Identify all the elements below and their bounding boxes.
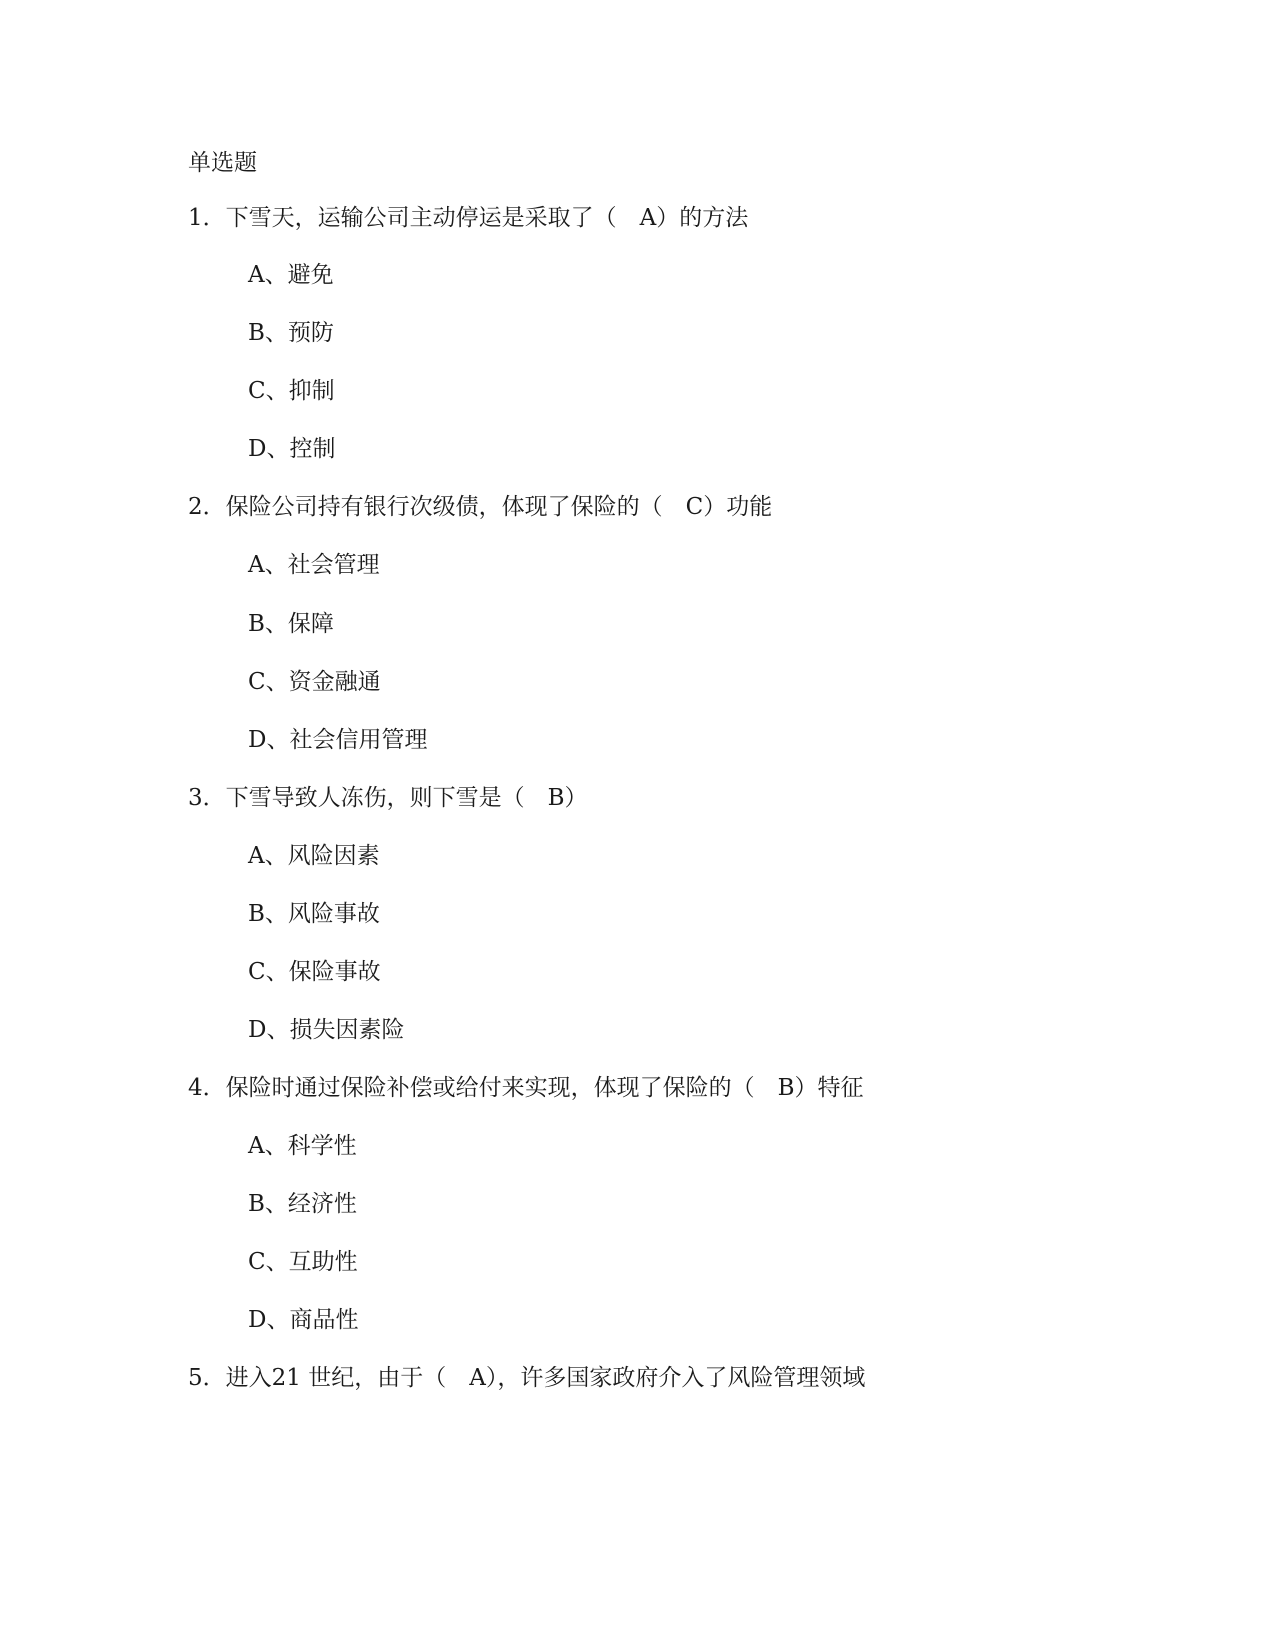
question-2-option-a: A、社会管理 — [248, 552, 380, 578]
question-2: 2．保险公司持有银行次级债，体现了保险的（ C）功能 — [188, 494, 773, 520]
question-2-option-d: D、社会信用管理 — [248, 727, 428, 753]
question-5: 5．进入21 世纪，由于（ A），许多国家政府介入了风险管理领域 — [188, 1365, 866, 1391]
question-1-option-b: B、预防 — [248, 320, 334, 346]
question-4-option-d: D、商品性 — [248, 1307, 359, 1333]
question-3-option-d: D、损失因素险 — [248, 1017, 405, 1043]
question-3-option-b: B、风险事故 — [248, 901, 380, 927]
question-4-option-c: C、互助性 — [248, 1249, 358, 1275]
question-2-option-c: C、资金融通 — [248, 669, 381, 695]
question-1-option-a: A、避免 — [248, 262, 334, 288]
question-3-option-a: A、风险因素 — [248, 843, 380, 869]
question-1-option-d: D、控制 — [248, 436, 336, 462]
question-3: 3．下雪导致人冻伤，则下雪是（ B） — [188, 785, 588, 811]
question-4-option-b: B、经济性 — [248, 1191, 357, 1217]
question-4: 4．保险时通过保险补偿或给付来实现，体现了保险的（ B）特征 — [188, 1075, 864, 1101]
section-title: 单选题 — [188, 150, 257, 176]
question-4-option-a: A、科学性 — [248, 1133, 357, 1159]
question-1: 1．下雪天，运输公司主动停运是采取了（ A）的方法 — [188, 205, 749, 231]
question-2-option-b: B、保障 — [248, 611, 334, 637]
question-3-option-c: C、保险事故 — [248, 959, 381, 985]
question-1-option-c: C、抑制 — [248, 378, 335, 404]
